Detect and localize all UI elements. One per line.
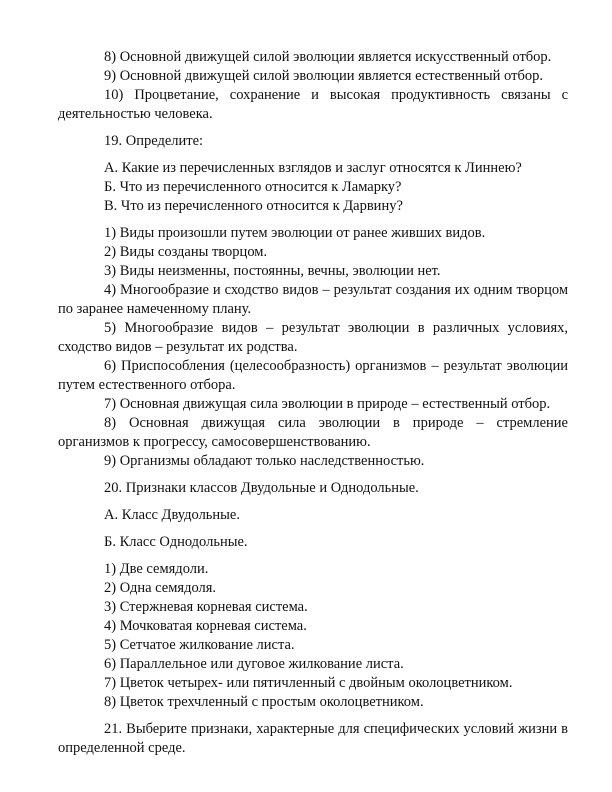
q20-option-5: 5) Сетчатое жилкование листа. xyxy=(104,637,295,653)
q19-option-1: 1) Виды произошли путем эволюции от ранее живших видов. xyxy=(104,225,486,241)
q19-option-5: 5) Многообразие видов – результат эволюции в различных условиях, сходство видов – результат их родства. xyxy=(58,320,568,355)
q20-option-4: 4) Мочковатая корневая система. xyxy=(104,618,307,634)
q20-option-3: 3) Стержневая корневая система. xyxy=(104,599,308,615)
question-20-title: 20. Признаки классов Двудольные и Однодольные. xyxy=(104,480,419,496)
q19-option-2: 2) Виды созданы творцом. xyxy=(104,244,268,260)
question-19-title: 19. Определите: xyxy=(104,133,204,149)
q20-option-6: 6) Параллельное или дуговое жилкование листа. xyxy=(104,656,404,672)
question-21-title: 21. Выберите признаки, характерные для специфических условий жизни в определенной среде. xyxy=(58,721,568,756)
q20-option-8: 8) Цветок трехчленный с простым околоцветником. xyxy=(104,694,424,710)
q20-option-2: 2) Одна семядоля. xyxy=(104,580,217,596)
statement-8: 8) Основной движущей силой эволюции является искусственный отбор. xyxy=(104,49,552,65)
q20-option-1: 1) Две семядоли. xyxy=(104,561,209,577)
q19-option-4: 4) Многообразие и сходство видов – результат создания их одним творцом по заранее намеченному плану. xyxy=(58,282,568,317)
question-20-part-b: Б. Класс Однодольные. xyxy=(104,534,248,550)
q19-option-7: 7) Основная движущая сила эволюции в природе – естественный отбор. xyxy=(104,396,551,412)
q19-option-6: 6) Приспособления (целесообразность) организмов – результат эволюции путем естественного отбора. xyxy=(58,358,568,393)
q19-option-9: 9) Организмы обладают только наследственностью. xyxy=(104,453,425,469)
statement-10: 10) Процветание, сохранение и высокая продуктивность связаны с деятельностью человека. xyxy=(58,87,568,122)
question-19-part-b: Б. Что из перечисленного относится к Ламарку? xyxy=(104,179,402,195)
statement-9: 9) Основной движущей силой эволюции является естественный отбор. xyxy=(104,68,543,84)
question-19-part-c: В. Что из перечисленного относится к Дарвину? xyxy=(104,198,403,214)
question-20-part-a: А. Класс Двудольные. xyxy=(104,507,240,523)
q20-option-7: 7) Цветок четырех- или пятичленный с двойным околоцветником. xyxy=(104,675,513,691)
q19-option-3: 3) Виды неизменны, постоянны, вечны, эволюции нет. xyxy=(104,263,441,279)
document-body xyxy=(58,48,568,758)
q19-option-8: 8) Основная движущая сила эволюции в природе – стремление организмов к прогрессу, самосовершенствованию. xyxy=(58,415,568,450)
question-19-part-a: А. Какие из перечисленных взглядов и заслуг относятся к Линнею? xyxy=(104,160,522,176)
